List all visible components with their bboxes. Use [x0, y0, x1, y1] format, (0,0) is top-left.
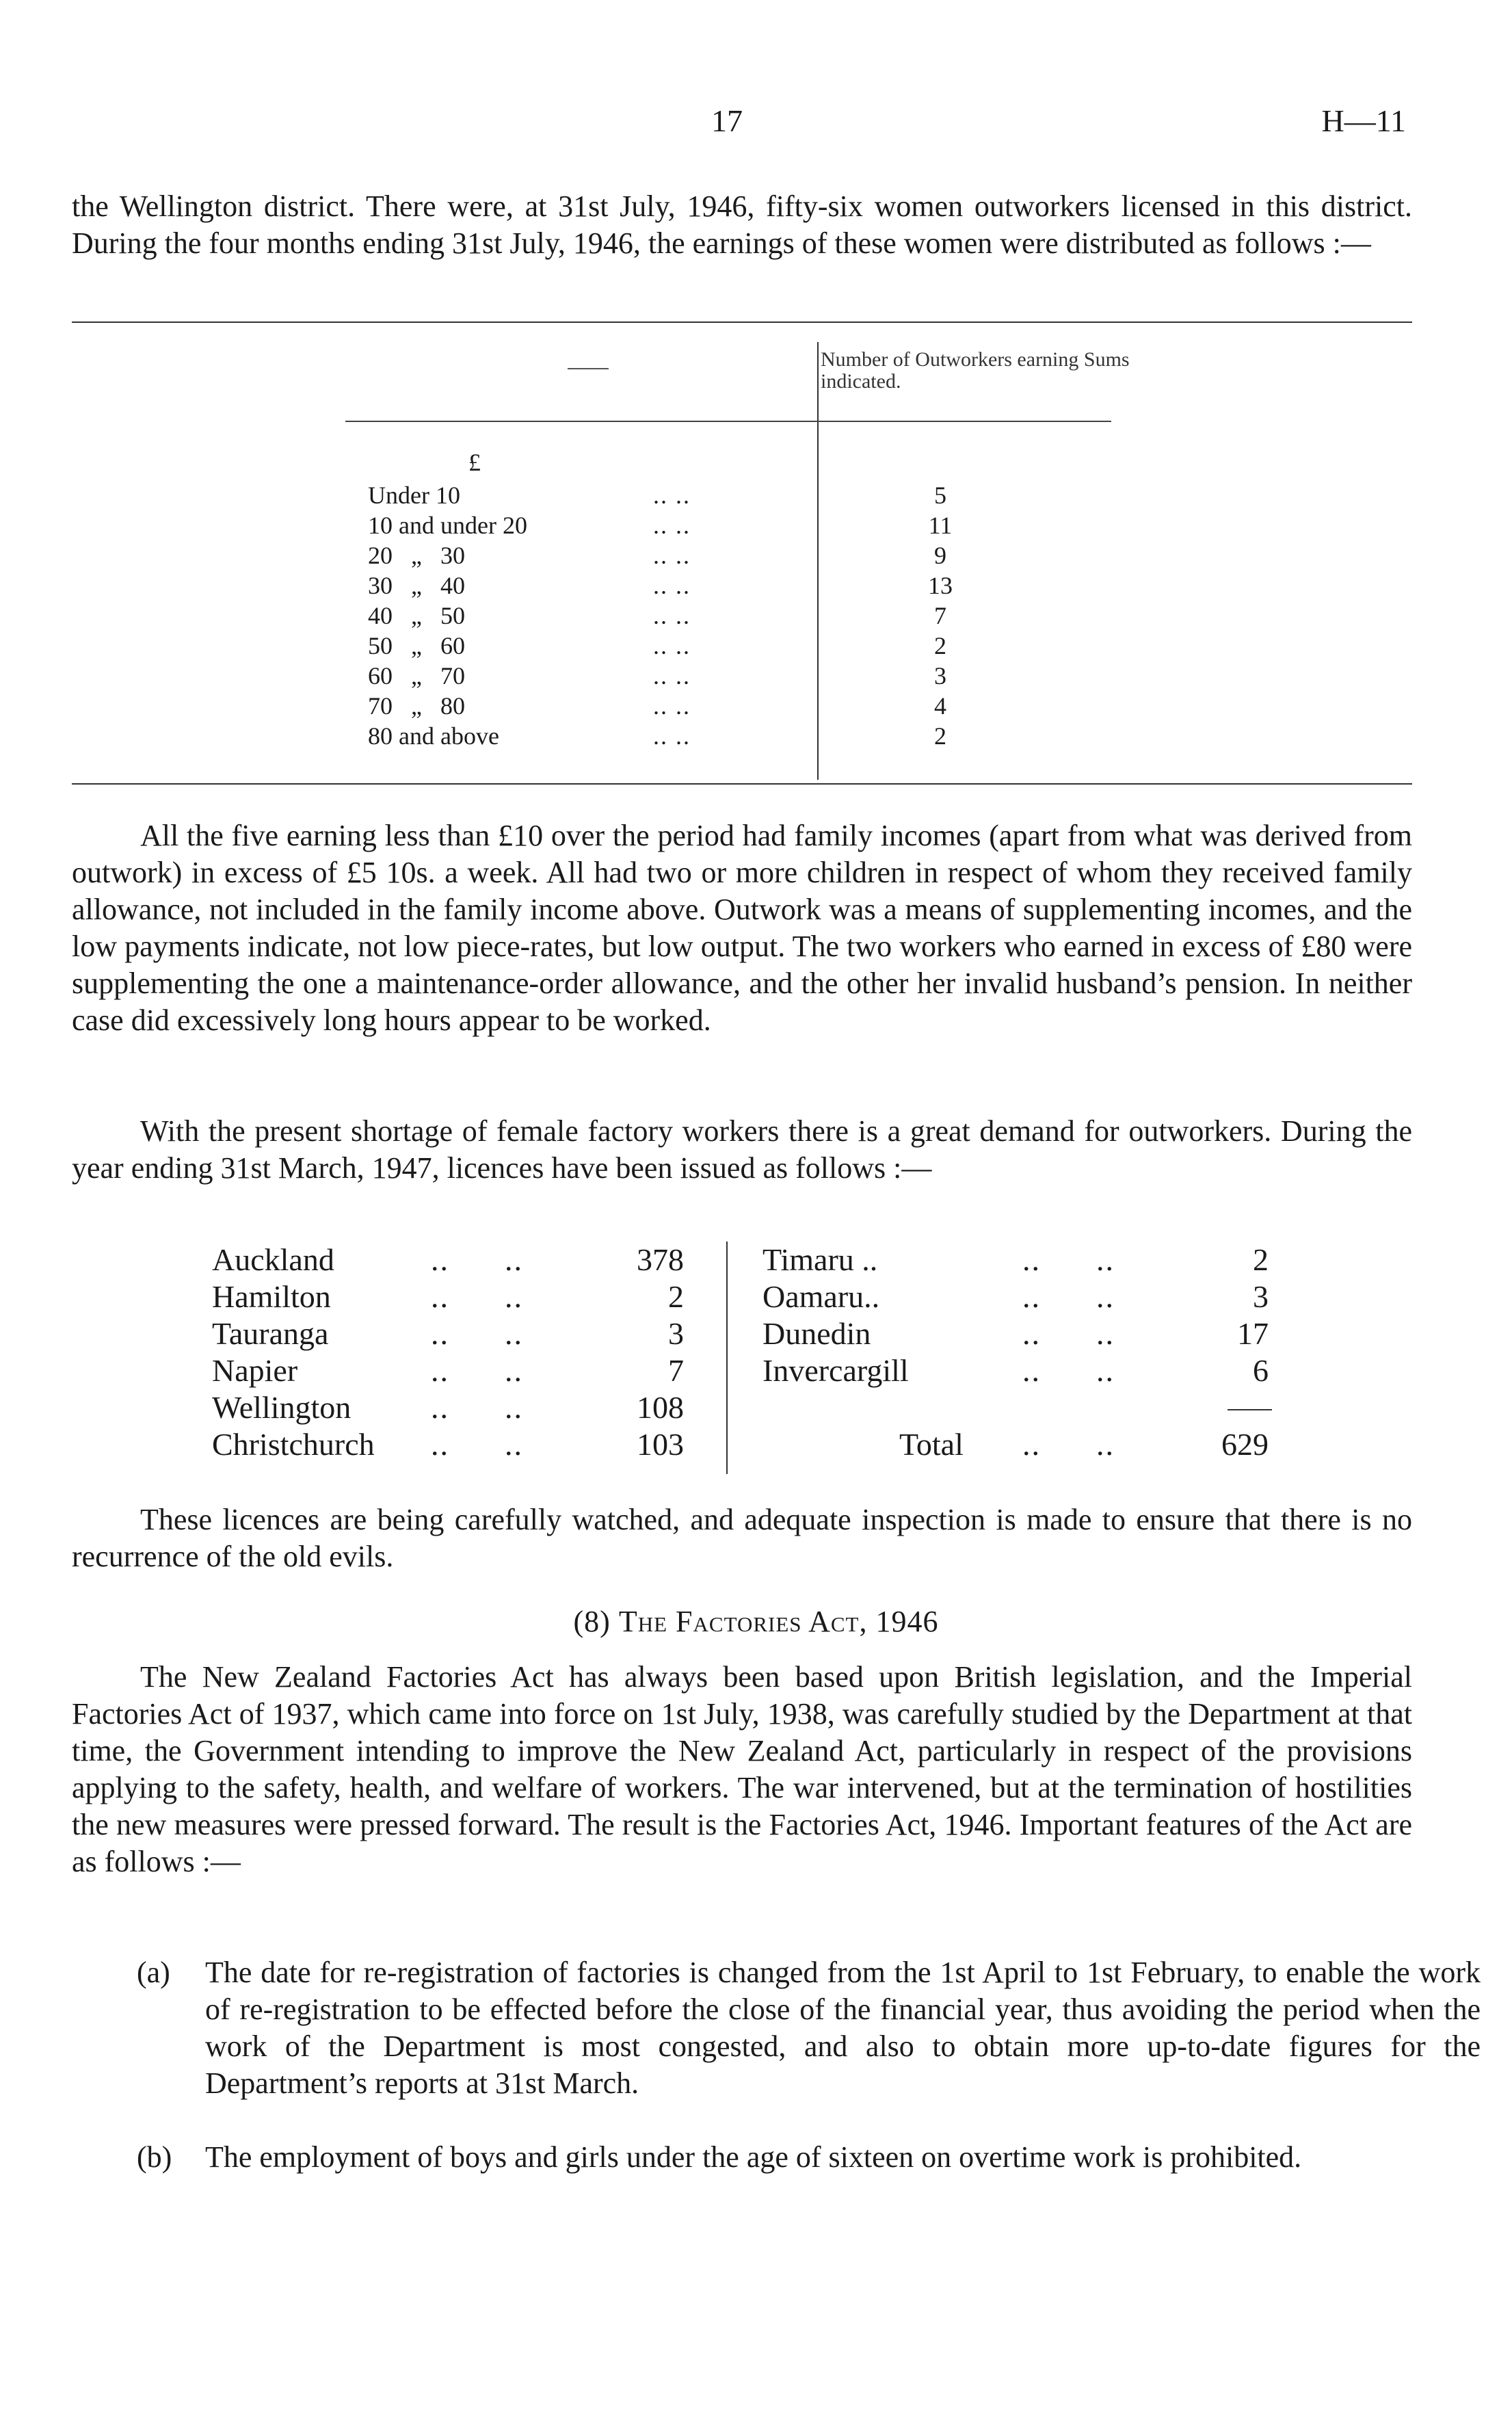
table-row: 10 and under 20 .. .. 11	[368, 512, 953, 539]
table-header-left-dash	[568, 368, 609, 369]
list-item: (a) The date for re-registration of factories is changed from the 1st April to 1st February, to enable the work of re-registration to be effected before the close of the financial year, thus avoiding the period when the work of the Department is most congested, and also to obtain more up-to-date figures for the Department’s reports at 31st March.	[137, 1956, 1481, 2100]
intro-paragraph: the Wellington district. There were, at 31st July, 1946, fifty-six women outworkers licensed in this district. During the four months ending 31st July, 1946, the earnings of these women were distributed as follows :—	[72, 189, 1412, 260]
table-row: 60 „ 70 .. .. 3	[368, 662, 946, 689]
table-row: Dunedin .. .. 17	[762, 1316, 1269, 1351]
section-heading: (8) The Factories Act, 1946	[573, 1605, 939, 1638]
table-row: Napier .. .. 7	[212, 1353, 684, 1388]
total-label: Total	[899, 1427, 964, 1462]
table-row: Christchurch .. .. 103	[212, 1427, 684, 1462]
table-row: Oamaru.. .. .. 3	[762, 1279, 1269, 1314]
table-row: Hamilton .. .. 2	[212, 1279, 684, 1314]
document-reference: H—11	[1321, 103, 1406, 138]
list-item: (b) The employment of boys and girls under the age of sixteen on overtime work is prohibited.	[137, 2140, 1302, 2174]
total-rule	[1228, 1409, 1272, 1410]
table-row: 80 and above .. .. 2	[368, 722, 946, 750]
table-row: Timaru .. .. .. 2	[762, 1242, 1269, 1277]
paragraph-low-earnings: All the five earning less than £10 over the period had family incomes (apart from what was derived from outwork) in excess of £5 10s. a week. All had two or more children in respect of whom they received family allowance, not included in the family income above. Outwork was a means of supplementing incomes, and the low payments indicate, not low piece-rates, but low output. The two workers who earned in excess of £80 were supplementing the one a maintenance-order allowance, and the other her invalid husband’s pension. In neither case did excessively long hours appear to be worked.	[72, 819, 1412, 1037]
paragraph-factories-act: The New Zealand Factories Act has always been based upon British legislation, and the Imperial Factories Act of 1937, which came into force on 1st July, 1938, was carefully studied by the Department at that time, the Government intending to improve the New Zealand Act, particularly in respect of the provisions applying to the safety, health, and welfare of workers. The war intervened, but at the termination of hostilities the new measures were pressed forward. The result is the Factories Act, 1946. Important features of the Act are as follows :—	[72, 1660, 1412, 1878]
table-row: 40 „ 50 .. .. 7	[368, 602, 946, 629]
table-row-total: Total .. .. 629	[899, 1427, 1269, 1462]
total-value: 629	[1221, 1427, 1269, 1462]
currency-symbol: £	[468, 449, 481, 476]
table-row: Auckland .. .. 378	[212, 1242, 684, 1277]
table-row: 50 „ 60 .. .. 2	[368, 632, 946, 659]
table-bottom-rule	[72, 783, 1412, 785]
table-row: Tauranga .. .. 3	[212, 1316, 684, 1351]
page-number: 17	[711, 103, 743, 138]
table-row: 20 „ 30 .. .. 9	[368, 542, 946, 569]
table-header-outworkers: Number of Outworkers earning Sums indicated.	[821, 348, 1130, 393]
paragraph-licences-watched: These licences are being carefully watched, and adequate inspection is made to ensure that there is no recurrence of the old evils.	[72, 1503, 1412, 1573]
table-top-rule	[72, 321, 1412, 323]
page-header	[0, 103, 1512, 150]
table-row: 30 „ 40 .. .. 13	[368, 572, 953, 599]
table-row: Wellington .. .. 108	[212, 1390, 684, 1425]
table-row: Invercargill .. .. 6	[762, 1353, 1269, 1388]
table-row: Under 10 .. .. 5	[368, 482, 946, 509]
paragraph-licences-intro: With the present shortage of female factory workers there is a great demand for outworkers. During the year ending 31st March, 1947, licences have been issued as follows :—	[72, 1114, 1412, 1185]
table-header-rule	[345, 421, 1111, 422]
table-row: 70 „ 80 .. .. 4	[368, 692, 946, 720]
